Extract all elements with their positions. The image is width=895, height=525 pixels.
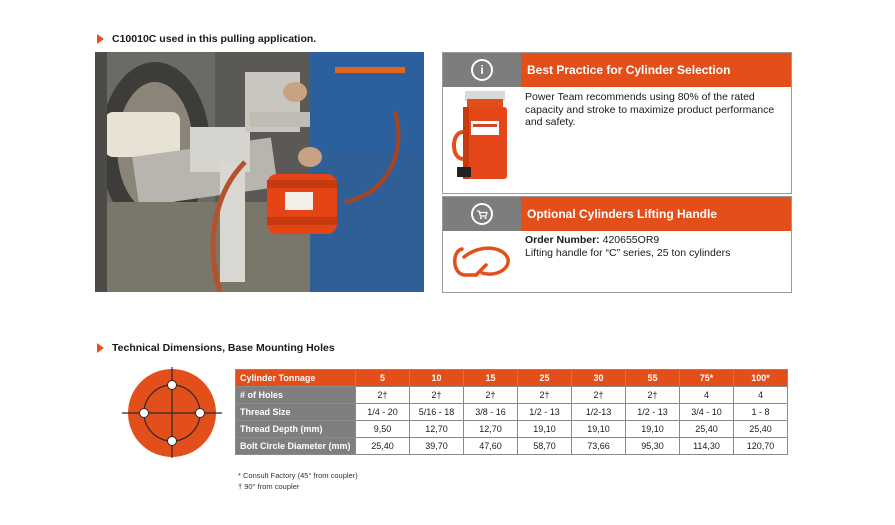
footnote: † 90° from coupler bbox=[238, 482, 300, 491]
best-practice-text: Power Team recommends using 80% of the rated capacity and stroke to maximize product performance and safety. bbox=[525, 91, 775, 128]
table-header-cell: Cylinder Tonnage bbox=[236, 370, 356, 387]
lifting-handle-image bbox=[443, 231, 521, 291]
lifting-handle-text bbox=[521, 231, 791, 291]
table-cell: 2† bbox=[464, 387, 518, 404]
lifting-handle-box bbox=[442, 196, 792, 293]
table-cell: 47,60 bbox=[464, 438, 518, 455]
table-footnotes bbox=[238, 470, 358, 492]
table-cell: 2† bbox=[626, 387, 680, 404]
table-cell: 25,40 bbox=[734, 421, 788, 438]
table-cell: 5/16 - 18 bbox=[410, 404, 464, 421]
table-cell: 2† bbox=[410, 387, 464, 404]
table-cell: 1/4 - 20 bbox=[356, 404, 410, 421]
application-photo bbox=[95, 52, 424, 292]
order-number-value: 420655OR9 bbox=[602, 234, 660, 246]
table-header-cell: 10 bbox=[410, 370, 464, 387]
footnote: * Consult Factory (45° from coupler) bbox=[238, 471, 358, 480]
best-practice-title: Best Practice for Cylinder Selection bbox=[521, 53, 791, 87]
lifting-handle-description: Lifting handle for “C” series, 25 ton cylinders bbox=[525, 246, 731, 259]
table-cell: 3/4 - 10 bbox=[680, 404, 734, 421]
lifting-handle-header bbox=[443, 197, 791, 231]
base-mounting-diagram bbox=[120, 365, 225, 460]
row-label: Bolt Circle Diameter (mm) bbox=[236, 438, 356, 455]
table-cell: 1 - 8 bbox=[734, 404, 788, 421]
table-cell: 1/2 - 13 bbox=[626, 404, 680, 421]
table-header-cell: 25 bbox=[518, 370, 572, 387]
table-header-cell: 30 bbox=[572, 370, 626, 387]
row-label: Thread Size bbox=[236, 404, 356, 421]
best-practice-header bbox=[443, 53, 791, 87]
table-cell: 39,70 bbox=[410, 438, 464, 455]
bullet-arrow-icon bbox=[97, 343, 104, 353]
order-number-label: Order Number: bbox=[525, 234, 600, 246]
technical-dimensions-table bbox=[235, 369, 788, 455]
table-cell: 12,70 bbox=[464, 421, 518, 438]
bullet-arrow-icon bbox=[97, 34, 104, 44]
technical-heading-text: Technical Dimensions, Base Mounting Holes bbox=[112, 342, 335, 354]
table-cell: 95,30 bbox=[626, 438, 680, 455]
table-cell: 9,50 bbox=[356, 421, 410, 438]
table-cell: 1/2 - 13 bbox=[518, 404, 572, 421]
table-cell: 114,30 bbox=[680, 438, 734, 455]
technical-heading bbox=[97, 342, 335, 354]
table-cell: 19,10 bbox=[626, 421, 680, 438]
table-cell: 2† bbox=[518, 387, 572, 404]
table-row bbox=[236, 421, 788, 438]
table-cell: 25,40 bbox=[680, 421, 734, 438]
table-header-cell: 5 bbox=[356, 370, 410, 387]
table-header-cell: 15 bbox=[464, 370, 518, 387]
info-icon: i bbox=[471, 59, 493, 81]
table-cell: 19,10 bbox=[518, 421, 572, 438]
row-label: Thread Depth (mm) bbox=[236, 421, 356, 438]
table-row bbox=[236, 387, 788, 404]
row-label: # of Holes bbox=[236, 387, 356, 404]
table-header-cell: 100* bbox=[734, 370, 788, 387]
table-cell: 58,70 bbox=[518, 438, 572, 455]
lifting-handle-title: Optional Cylinders Lifting Handle bbox=[521, 197, 791, 231]
best-practice-box bbox=[442, 52, 792, 194]
table-header-cell: 55 bbox=[626, 370, 680, 387]
table-cell: 2† bbox=[572, 387, 626, 404]
table-cell: 3/8 - 16 bbox=[464, 404, 518, 421]
table-header-cell: 75* bbox=[680, 370, 734, 387]
application-heading-text: C10010C used in this pulling application. bbox=[112, 33, 317, 45]
table-cell: 120,70 bbox=[734, 438, 788, 455]
table-cell: 12,70 bbox=[410, 421, 464, 438]
table-cell: 19,10 bbox=[572, 421, 626, 438]
table-cell: 4 bbox=[734, 387, 788, 404]
table-cell: 25,40 bbox=[356, 438, 410, 455]
shopping-cart-icon bbox=[471, 203, 493, 225]
application-heading bbox=[97, 33, 316, 45]
cylinder-image bbox=[443, 87, 521, 185]
table-cell: 1/2-13 bbox=[572, 404, 626, 421]
table-cell: 4 bbox=[680, 387, 734, 404]
table-row bbox=[236, 438, 788, 455]
table-cell: 73,66 bbox=[572, 438, 626, 455]
table-cell: 2† bbox=[356, 387, 410, 404]
table-header-row bbox=[236, 370, 788, 387]
table-row bbox=[236, 404, 788, 421]
